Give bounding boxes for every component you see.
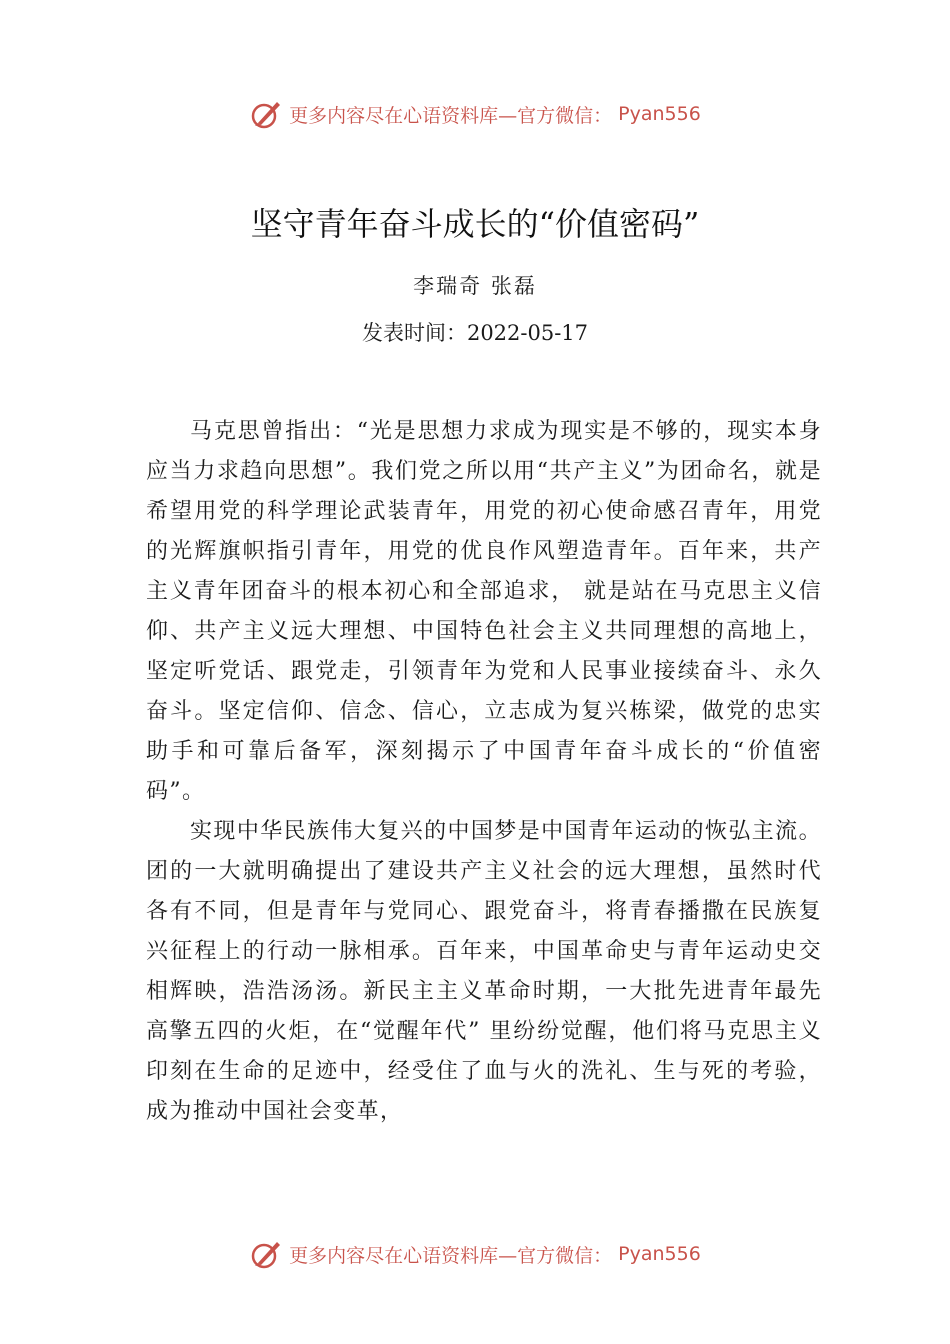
publish-date: 发表时间：2022-05-17: [361, 321, 589, 345]
paragraph: 实现中华民族伟大复兴的中国梦是中国青年运动的恢弘主流。团的一大就明确提出了建设共产主义社会的远大理想，虽然时代各有不同，但是青年与党同心、跟党奋斗，将青春播撒在民族复兴征程上的行动一脉相承。百年来，中国革命史与青年运动史交相辉映，浩浩汤汤。新民主主义革命时期，一大批先进青年最先高擎五四的火炬，在“觉醒年代” 里纷纷觉醒，他们将马克思主义印刻在生命的足迹中，经受住了血与火的洗礼、生与死的考验，成为推动中国社会变革，: [146, 819, 822, 1124]
footer-banner: [0, 1234, 950, 1274]
quill-logo-icon: [249, 1237, 283, 1271]
banner-text: 更多内容尽在心语资料库—官方微信：: [289, 104, 613, 127]
article-body: [146, 412, 822, 1132]
paragraph: 马克思曾指出：“光是思想力求成为现实是不够的，现实本身应当力求趋向思想”。我们党之所以用“共产主义”为团命名，就是希望用党的科学理论武装青年，用党的初心使命感召青年，用党的光辉旗帜指引青年，用党的优良作风塑造青年。百年来，共产主义青年团奋斗的根本初心和全部追求， 就是站在马克思主义信仰、共产主义远大理想、中国特色社会主义共同理想的高地上，坚定听党话、跟党走，引领青年为党和人民事业接续奋斗、永久奋斗。坚定信仰、信念、信心，立志成为复兴栋梁，做党的忠实助手和可靠后备军，深刻揭示了中国青年奋斗成长的“价值密码”。: [146, 419, 822, 804]
article-authors: 李瑞奇 张磊: [413, 274, 537, 298]
header-banner: [0, 94, 950, 134]
article-title: 坚守青年奋斗成长的“价值密码”: [250, 205, 700, 243]
banner-text: 更多内容尽在心语资料库—官方微信：: [289, 1244, 613, 1267]
banner-wechat-id: Pyan556: [618, 103, 701, 125]
quill-logo-icon: [249, 97, 283, 131]
banner-wechat-id: Pyan556: [618, 1243, 701, 1265]
